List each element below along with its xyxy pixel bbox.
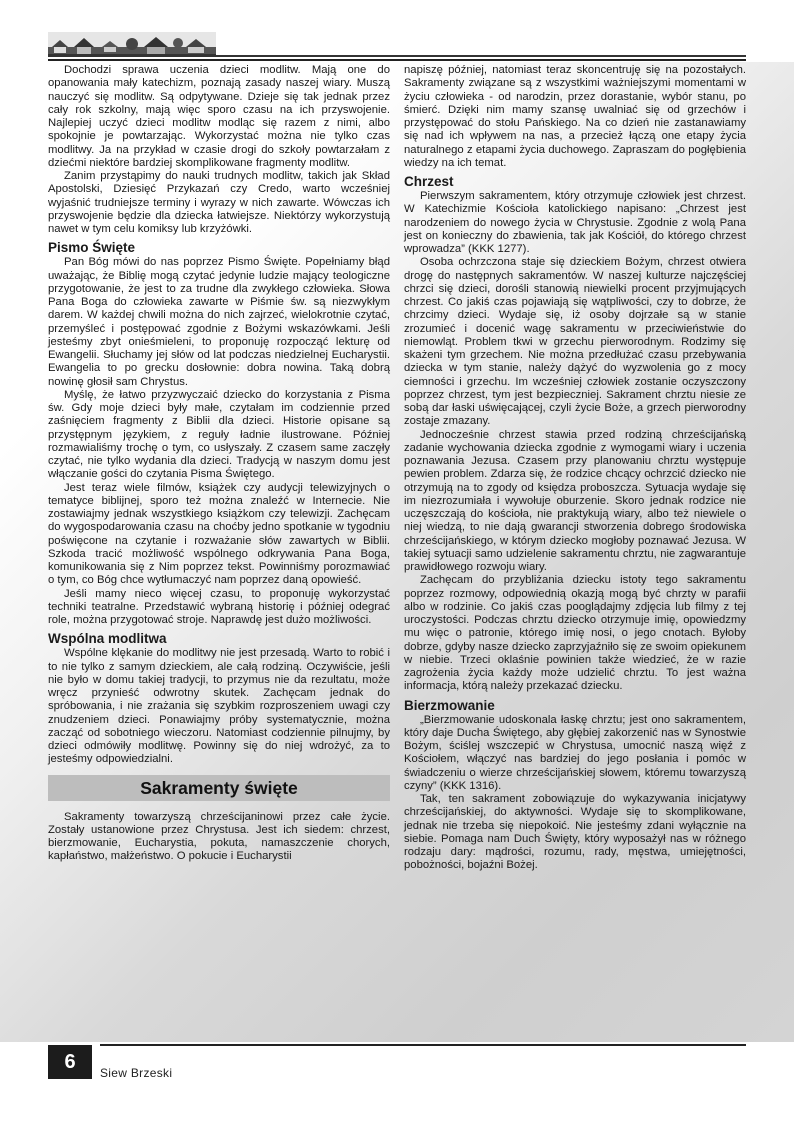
left-column	[48, 64, 390, 864]
section-heading: Pismo Święte	[48, 240, 136, 256]
page-number: 6	[48, 1045, 92, 1079]
paragraph: „Bierzmowanie udoskonala łaskę chrztu; jest ono sakramentem, który daje Ducha Świętego, aby głębiej zakorzenić nas w Synostwie Bożym, ściślej wszczepić w Chrystusa, umocnić naszą więź z Kościołem, włączyć nas bardziej do jego posłania i pomóc w świadczeniu o wierze chrześcijańskiej słowem, któremu towarzyszą czyny” (KKK 1316).	[404, 713, 746, 792]
section-heading: Chrzest	[404, 174, 454, 189]
paragraph: Myślę, że łatwo przyzwyczaić dziecko do korzystania z Pisma św. Gdy moje dzieci były małe, czytałam im codziennie przed zaśnięciem fragmenty z Biblii dla dzieci. Historie opisane są przystępnym językiem, z reguły ładnie ilustrowane. Później rozmawialiśmy trochę o tym, co usłyszały. Z czasem same zaczęły czytać, nie tylko wydania dla dzieci. Tradycją w naszym domu jest włączanie gości do czytania Pisma Świętego.	[48, 388, 390, 481]
header-rule-top	[216, 55, 746, 57]
section-heading: Wspólna modlitwa	[48, 631, 167, 647]
paragraph: Jest teraz wiele filmów, książek czy audycji telewizyjnych o tematyce biblijnej, sporo też można znaleźć w Internecie. Nie zostawiajmy jednak wszystkiego książkom czy telewizji. Zachęcam do wygospodarowania czasu na choćby jedno spotkanie w tygodniu poświęcone na czytanie i rozważanie słów zawartych w Biblii. Szkoda tracić możliwość wspólnego odkrywania Pana Boga, komunikowania się z Nim poprzez tekst. Powinniśmy porozmawiać o tym, co Bóg chce wytłumaczyć nam poprzez daną opowieść.	[48, 481, 390, 587]
paragraph: Dochodzi sprawa uczenia dzieci modlitw. Mają one do opanowania mały katechizm, poznają zasady naszej wiary. Muszą nauczyć się modlitw. Są odpytywane. Dzieje się tak jednak przez cały rok szkolny, mają więc sporo czasu na ich przyswojenie. Najlepiej uczyć dzieci modlitw modląc się razem z nimi, albo spokojnie je powtarzając. Wykorzystać można nie tylko czas modlitwy. Ja na przykład w czasie drogi do szkoły powtarzałam z dziećmi niektóre bardziej skomplikowane fragmenty modlitw.	[48, 64, 390, 169]
paragraph: Zachęcam do przybliżania dziecku istoty tego sakramentu poprzez rozmowy, odpowiednią okazją mogą być chrzty w parafii albo w rodzinie. Co jakiś czas pooglądajmy zdjęcia lub filmy z tej uroczystości. Podczas chrztu dziecko otrzymuje imię, opowiedzmy mu więc o patronie, którego imię nosi, o jego cnotach. Byłoby dobrze, gdyby nasze dziecko zaprzyjaźniło się ze swoim opiekunem w niebie. Trzeci oklaśnie powinien także wiedzieć, że w razie zagrożenia życia każdy może udzielić chrztu. To jest ważna informacja, którą należy przekazać dziecku.	[404, 574, 746, 693]
right-column	[404, 64, 746, 873]
section-banner: Sakramenty święte	[48, 775, 390, 801]
paragraph: Osoba ochrzczona staje się dzieckiem Bożym, chrzest otwiera drogę do następnych sakramentów. W naszej kulturze najczęściej chrzci się dzieci, dorośli stanowią niewielki procent przyjmujących chrzest. Co jakiś czas pojawiają się wątpliwości, czy to dobrze, że chrzcimy dzieci. Wydaje się, iż osoby dojrzałe są w stanie zrozumieć i docenić wagę sakramentu w przeciwieństwie do niemowląt. Problem tkwi w grzechu pierworodnym. Rodzimy się skażeni tym grzechem. Nie można przedłużać czasu przebywania dziecka w tym stanie, należy dążyć do wyzwolenia go z mocy ciemności i grzechu. Im wcześniej człowiek zostanie oczyszczony poprzez chrzest, tym jest bezpieczniej. Sakrament chrztu niesie ze sobą dar łaski uświęcającej, czyli życie Boże, a grzech pierworodny zostaje zmazany.	[404, 256, 746, 428]
header-rule	[48, 59, 746, 61]
paragraph: Tak, ten sakrament zobowiązuje do wykazywania inicjatywy chrześcijańskiej, do aktywności. Wydaje się to skomplikowane, jednak nie trzeba się niepokoić. Nie jesteśmy zdani wyłącznie na siebie. Pomaga nam Duch Święty, który wyposażył nas w różnego rodzaju dary: mądrości, rozumu, rady, męstwa, umiejętności, pobożności, bojaźni Bożej.	[404, 793, 746, 872]
paragraph: Jeśli mamy nieco więcej czasu, to proponuję wykorzystać techniki teatralne. Przedstawić wybraną historię i później odegrać role, można przygotować stroje. Naprawdę jest dużo możliwości.	[48, 587, 390, 626]
paragraph: napiszę później, natomiast teraz skoncentruję się na pozostałych. Sakramenty związane są z wszystkimi ważniejszymi momentami w życiu człowieka - od narodzin, przez dorastanie, wybór stanu, po śmierć. Dzięki nim mamy szansę uwalniać się od grzechów i przystępować do stołu Pańskiego. Na co dzień nie zastanawiamy się nad ich wpływem na nas, a przecież łączą one etapy życia naturalnego z etapami życia duchowego. Zapraszam do pogłębienia wiedzy na ich temat.	[404, 64, 746, 169]
paragraph: Wspólne klękanie do modlitwy nie jest przesadą. Warto to robić i to nie tylko z samym dzieckiem, ale całą rodziną. Oczywiście, jeśli nie było w domu takiej tradycji, to przymus nie da rezultatu, może wręcz przynieść odwrotny skutek. Zachęcam jednak do spróbowania, i nie zrażania się szybkim rozproszeniem uwagi czy znudzeniem dzieci. Ponawiajmy próby systematycznie, można zacząć od sobotniego wieczoru. Natomiast codziennie pilnujmy, by dzieci odmówiły modlitwę. Powinny się do niej wdrożyć, za to jesteśmy odpowiedzialni.	[48, 647, 390, 766]
village-photo-icon	[48, 32, 216, 57]
paragraph: Pan Bóg mówi do nas poprzez Pismo Święte. Popełniamy błąd uważając, że Biblię mogą czytać jedynie ludzie mający teologiczne przygotowanie, że jest to za trudne dla zwykłego człowieka. Słowa Pana Boga do człowieka zawarte w Piśmie św. są niezwykłym darem. W każdej chwili można do nich zajrzeć, wielokrotnie czytać, przemyśleć i postępować zgodnie z Bożymi wskazówkami. Jeśli jesteśmy zbyt onieśmieleni, to proponuję rozpocząć lekturę od Ewangelii. Słuchamy jej słów od lat podczas niedzielnej Eucharystii. Ewangelia to po grecku dosłownie: dobra nowina. Taką dobrą nowinę głosił sam Chrystus.	[48, 256, 390, 388]
paragraph: Jednocześnie chrzest stawia przed rodziną chrześcijańską zadanie wychowania dziecka zgodnie z wymogami wiary i uczenia poznawania Jezusa. Czasem przy planowaniu chrztu występuje pewien problem. Zdarza się, że rodzice chcący ochrzcić dziecko nie otrzymują na to zgody od księdza proboszcza. Sytuacja wydaje się im niezrozumiała i wywołuje oburzenie. Skoro jednak rodzice nie uczęszczają do kościoła, nie praktykują wiary, albo też niewiele o niej wiedzą, to nie dają gwarancji stworzenia dobrego środowiska chrześcijańskiego, w którym dziecko mogłoby poznawać Jezusa. W takiej sytuacji samo udzielenie sakramentu chrztu, nie zagwarantuje prawidłowego rozwoju wiary.	[404, 428, 746, 573]
footer-rule	[100, 1044, 746, 1046]
paragraph: Pierwszym sakramentem, który otrzymuje człowiek jest chrzest. W Katechizmie Kościoła katolickiego napisano: „Chrzest jest narodzeniem do nowego życia w Chrystusie. Zgodnie z wolą Pana jest on konieczny do zbawienia, tak jak Kościół, do którego chrzest wprowadza” (KKK 1277).	[404, 190, 746, 255]
paragraph: Sakramenty towarzyszą chrześcijaninowi przez całe życie. Zostały ustanowione przez Chrystusa. Jest ich siedem: chrzest, bierzmowanie, Eucharystia, pokuta, namaszczenie chorych, kapłaństwo, małżeństwo. O pokucie i Eucharystii	[48, 810, 390, 863]
section-heading: Bierzmowanie	[404, 697, 495, 713]
paragraph: Zanim przystąpimy do nauki trudnych modlitw, takich jak Skład Apostolski, Dziesięć Przykazań czy Credo, warto wcześniej wyjaśnić trudniejsze terminy i wyrazy w nich zawarte. Wówczas ich przyswojenie będzie dla dziecka łatwiejsze. Niektórzy wykorzystują nawet w tym celu komiksy lub krzyżówki.	[48, 170, 390, 235]
publication-title: Siew Brzeski	[100, 1066, 173, 1080]
header-village-photo	[48, 32, 216, 57]
